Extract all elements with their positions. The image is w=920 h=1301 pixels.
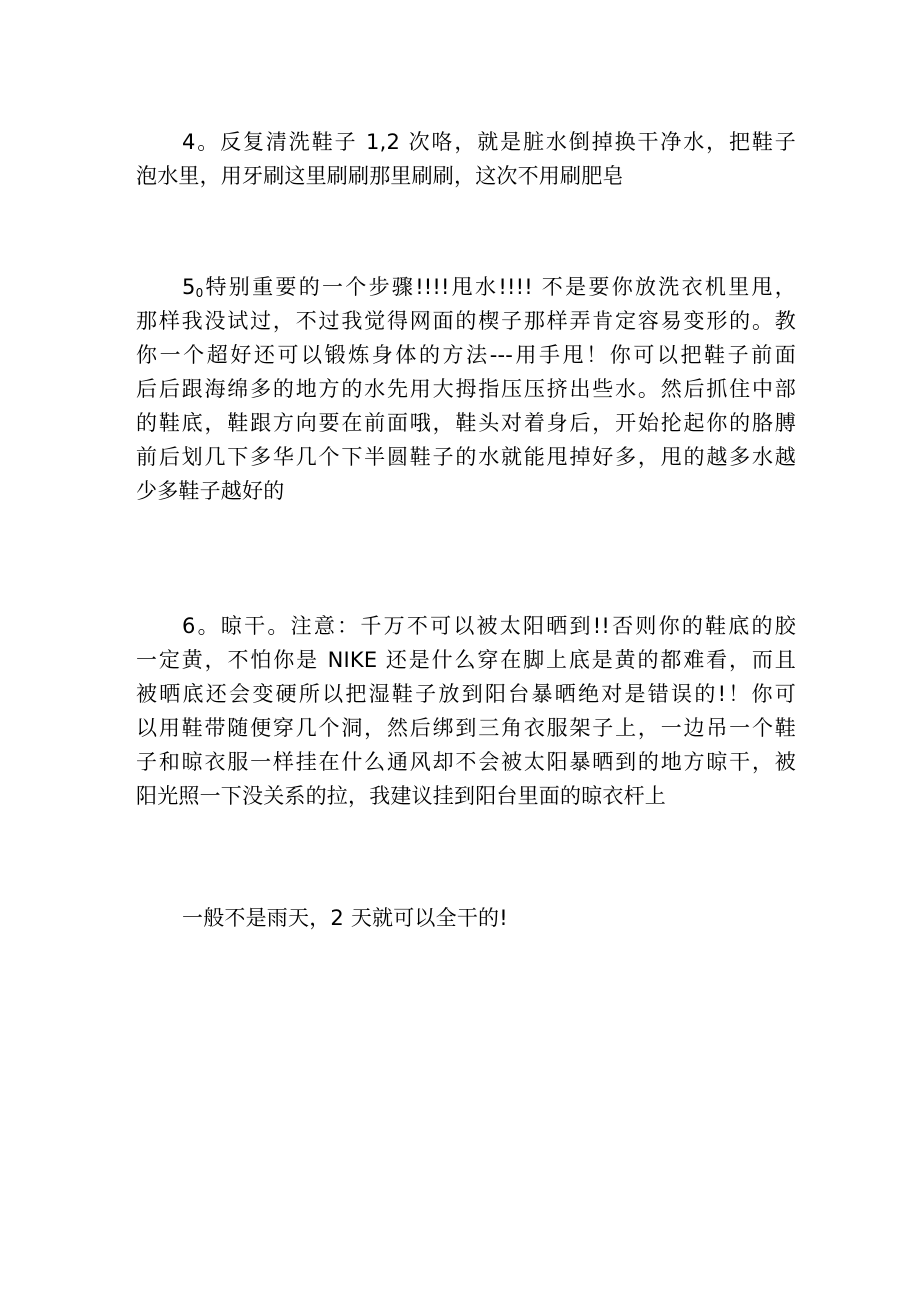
paragraph-line (136, 270, 796, 304)
paragraph-line: 阳光照一下没关系的拉，我建议挂到阳台里面的晾衣杆上 (136, 784, 666, 808)
paragraph-conclusion (136, 901, 796, 935)
paragraph-line: 的鞋底，鞋跟方向要在前面哦，鞋头对着身后，开始抡起你的胳膊 (136, 411, 796, 435)
paragraph-line: 你一个超好还可以锻炼身体的方法---用手甩！你可以把鞋子前面 (136, 343, 796, 367)
paragraph-line: 以用鞋带随便穿几个洞，然后绑到三角衣服架子上，一边吊一个鞋 (136, 716, 796, 740)
paragraph-line: 6。晾干。注意：千万不可以被太阳晒到!!否则你的鞋底的胶 (182, 614, 796, 638)
paragraph-line: 泡水里，用牙刷这里刷刷那里刷刷，这次不用刷肥皂 (136, 164, 624, 188)
paragraph-line: 前后划几下多华几个下半圆鞋子的水就能甩掉好多，甩的越多水越 (136, 445, 796, 469)
paragraph-step-5 (136, 270, 796, 508)
step-number-subscript: 0 (195, 286, 204, 300)
paragraph-line: 少多鞋子越好的 (136, 479, 285, 503)
paragraph-line: 那样我没试过，不过我觉得网面的楔子那样弄肯定容易变形的。教 (136, 309, 796, 333)
paragraph-line: 一定黄，不怕你是 NIKE 还是什么穿在脚上底是黄的都难看，而且 (136, 648, 796, 672)
paragraph-line: 后后跟海绵多的地方的水先用大拇指压压挤出些水。然后抓住中部 (136, 377, 796, 401)
paragraph-line: 子和晾衣服一样挂在什么通风却不会被太阳暴晒到的地方晾干，被 (136, 750, 796, 774)
step-number: 5 (182, 275, 196, 299)
paragraph-line: 一般不是雨天，2 天就可以全干的! (182, 906, 508, 930)
paragraph-line: 被晒底还会变硬所以把湿鞋子放到阳台暴晒绝对是错误的!！你可 (136, 682, 796, 706)
paragraph-step-6 (136, 609, 796, 813)
paragraph-line-text: 特别重要的一个步骤!!!!甩水!!!! 不是要你放洗衣机里甩， (203, 275, 796, 299)
paragraph-line: 4。反复清洗鞋子 1,2 次咯，就是脏水倒掉换干净水，把鞋子 (182, 130, 796, 154)
paragraph-step-4 (136, 125, 796, 193)
